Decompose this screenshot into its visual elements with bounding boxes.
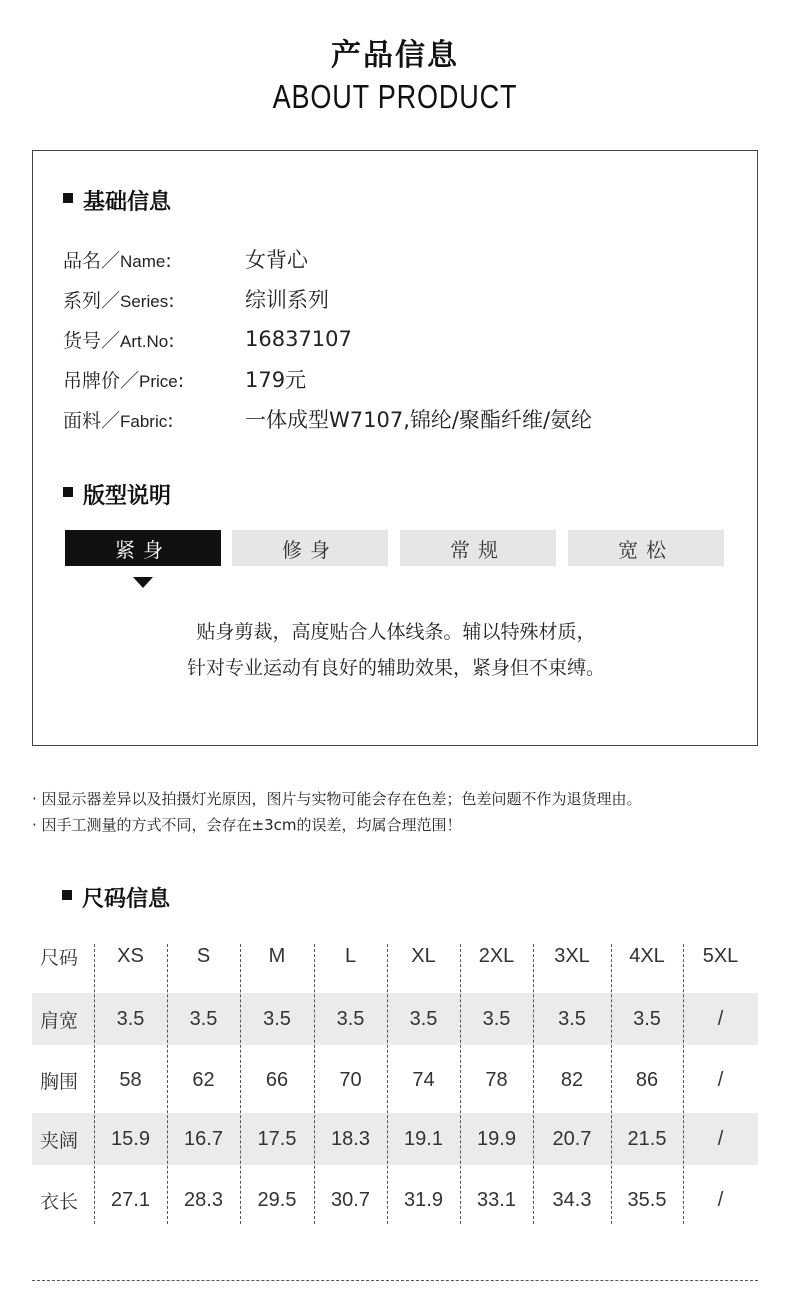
product-info-box xyxy=(32,150,758,746)
info-row-fabric xyxy=(63,404,592,434)
size-cell: 27.1 xyxy=(111,1188,150,1211)
size-row-chest xyxy=(32,1054,758,1106)
size-cell: 20.7 xyxy=(552,1127,592,1150)
size-cell: 3.5 xyxy=(409,1007,438,1030)
info-value: 一体成型W7107,锦纶/聚酯纤维/氨纶 xyxy=(245,408,593,432)
size-cell: 82 xyxy=(560,1068,584,1091)
column-divider xyxy=(533,944,534,1224)
size-cell: 31.9 xyxy=(404,1188,443,1211)
size-cell: 3.5 xyxy=(558,1007,586,1030)
page-title-cn: 产品信息 xyxy=(331,38,459,73)
column-divider xyxy=(683,944,684,1224)
info-value: 综训系列 xyxy=(245,288,329,312)
size-header-cell: S xyxy=(196,944,211,967)
info-row-series xyxy=(63,284,329,314)
size-header-cell: 4XL xyxy=(629,944,665,967)
size-row-length xyxy=(32,1174,758,1226)
size-info-heading-text: 尺码信息 xyxy=(82,887,171,912)
size-row-armhole xyxy=(32,1113,758,1165)
disclaimer-measure: · 因手工测量的方式不同，会存在±3cm的误差，均属合理范围！ xyxy=(32,816,462,834)
fit-tab-slim[interactable]: 修身 xyxy=(232,530,388,566)
info-label: 面料／Fabric: xyxy=(63,409,174,432)
size-cell: / xyxy=(717,1127,724,1150)
square-bullet-icon xyxy=(63,487,73,497)
info-label: 系列／Series: xyxy=(63,289,175,312)
size-cell: 17.5 xyxy=(257,1127,297,1150)
page-title-en: ABOUT PRODUCT xyxy=(272,78,518,115)
size-header-cell: M xyxy=(268,944,286,967)
size-cell: 34.3 xyxy=(552,1188,592,1211)
disclaimer-color: · 因显示器差异以及拍摄灯光原因，图片与实物可能会存在色差；色差问题不作为退货理由。 xyxy=(32,790,642,808)
size-cell: 62 xyxy=(192,1068,215,1091)
size-cell: 74 xyxy=(412,1068,435,1091)
size-cell: 86 xyxy=(635,1068,659,1091)
column-divider xyxy=(611,944,612,1224)
info-value: 女背心 xyxy=(245,248,308,272)
square-bullet-icon xyxy=(62,890,72,900)
fit-description-line-1: 贴身剪裁，高度贴合人体线条。辅以特殊材质， xyxy=(196,621,596,643)
size-cell: 21.5 xyxy=(627,1127,667,1150)
size-row-label: 肩宽 xyxy=(40,1009,79,1032)
size-row-shoulder xyxy=(32,993,758,1045)
size-header-cell: XS xyxy=(117,944,144,967)
size-cell: 29.5 xyxy=(257,1188,297,1211)
size-row-label: 胸围 xyxy=(40,1070,79,1093)
size-cell: / xyxy=(717,1007,724,1030)
size-cell: / xyxy=(717,1068,724,1091)
size-row-label: 夹阔 xyxy=(40,1129,79,1152)
size-cell: 3.5 xyxy=(336,1007,365,1030)
info-label: 吊牌价／Price: xyxy=(63,369,185,392)
size-cell: 28.3 xyxy=(184,1188,223,1211)
info-value: 16837107 xyxy=(245,327,352,351)
fit-tab-regular[interactable]: 常规 xyxy=(400,530,556,566)
size-cell: 18.3 xyxy=(331,1127,370,1150)
info-value: 179元 xyxy=(245,368,307,392)
fit-tab-tight[interactable]: 紧身 xyxy=(65,530,221,566)
basic-info-heading-text: 基础信息 xyxy=(83,190,172,215)
size-header-cell: 5XL xyxy=(702,944,739,967)
info-label: 品名／Name: xyxy=(63,249,172,272)
size-cell: 35.5 xyxy=(627,1188,667,1211)
column-divider xyxy=(460,944,461,1224)
size-cell: 66 xyxy=(265,1068,289,1091)
triangle-down-icon xyxy=(133,577,153,588)
size-header-cell: L xyxy=(344,944,357,967)
column-divider xyxy=(94,944,95,1224)
fit-heading-text: 版型说明 xyxy=(83,484,172,509)
size-cell: 3.5 xyxy=(482,1007,511,1030)
size-cell: 70 xyxy=(339,1068,362,1091)
basic-info-heading xyxy=(63,185,171,216)
size-cell: 78 xyxy=(485,1068,508,1091)
size-cell: 58 xyxy=(119,1068,142,1091)
fit-description-line-2: 针对专业运动有良好的辅助效果，紧身但不束缚。 xyxy=(186,657,605,679)
size-cell: 3.5 xyxy=(263,1007,291,1030)
size-cell: 3.5 xyxy=(116,1007,145,1030)
column-divider xyxy=(314,944,315,1224)
column-divider xyxy=(167,944,168,1224)
fit-heading xyxy=(63,479,171,510)
size-info-heading xyxy=(62,882,170,913)
size-cell: 30.7 xyxy=(331,1188,370,1211)
size-cell: 15.9 xyxy=(111,1127,150,1150)
square-bullet-icon xyxy=(63,193,73,203)
info-row-price xyxy=(63,364,306,394)
bottom-divider xyxy=(32,1280,758,1281)
fit-tab-loose[interactable]: 宽松 xyxy=(568,530,724,566)
size-header-label: 尺码 xyxy=(40,946,79,969)
size-cell: 3.5 xyxy=(189,1007,218,1030)
size-cell: / xyxy=(717,1188,724,1211)
size-header-cell: XL xyxy=(411,944,436,967)
size-cell: 19.1 xyxy=(404,1127,443,1150)
column-divider xyxy=(387,944,388,1224)
size-cell: 3.5 xyxy=(633,1007,661,1030)
size-header-cell: 2XL xyxy=(478,944,515,967)
size-row-label: 衣长 xyxy=(40,1190,79,1213)
info-row-artno xyxy=(63,324,352,354)
info-row-name xyxy=(63,244,308,274)
size-cell: 19.9 xyxy=(477,1127,516,1150)
size-cell: 33.1 xyxy=(477,1188,516,1211)
column-divider xyxy=(240,944,241,1224)
size-cell: 16.7 xyxy=(184,1127,223,1150)
size-header-cell: 3XL xyxy=(554,944,590,967)
size-header-row xyxy=(32,930,758,982)
info-label: 货号／Art.No: xyxy=(63,329,175,352)
